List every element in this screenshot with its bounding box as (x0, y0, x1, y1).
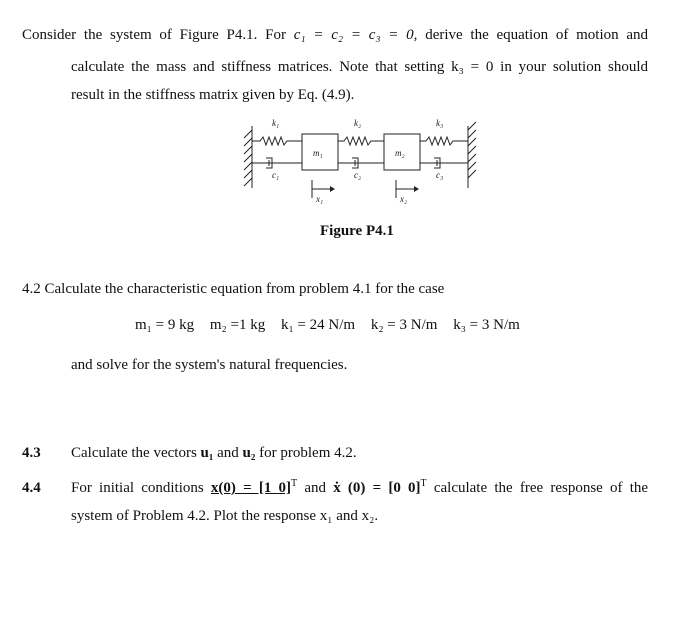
problem-4-3-text: Calculate the vectors u₁ and u₂ for problem 4.2. (71, 445, 357, 461)
problem-4-4-number: 4.4 (22, 480, 41, 496)
problem-4-4-line-2: system of Problem 4.2. Plot the response x₁ and x₂. (71, 508, 379, 524)
label-k3: k₃ (436, 118, 444, 128)
damper-c2 (338, 158, 384, 168)
label-m2: m₂ (395, 148, 405, 158)
label-k1: k₁ (272, 118, 280, 128)
label-c3: c₃ (436, 170, 444, 180)
label-c2: c₂ (354, 170, 362, 180)
problem-4-2-intro: 4.2 Calculate the characteristic equation from problem 4.1 for the case (22, 281, 445, 297)
spring-k2 (338, 137, 384, 145)
damper-c1 (252, 158, 302, 168)
label-c1: c₁ (272, 170, 280, 180)
spring-k3 (420, 137, 468, 145)
arrowhead-x1 (330, 186, 335, 192)
problem-4-3-number: 4.3 (22, 445, 41, 461)
label-x1: x₁ (316, 194, 324, 204)
damper-c3 (420, 158, 468, 168)
equation-k3: k₃ = 3 N/m (453, 317, 520, 333)
right-wall-hatch (468, 122, 476, 178)
equation-m1: m₁ = 9 kg (135, 317, 195, 333)
label-x2: x₂ (400, 194, 408, 204)
equation-k2: k₂ = 3 N/m (370, 317, 438, 333)
problem-4-4-line-1: For initial conditions x(0) = [1 0]$^T$ and ẋ (0) = [0 0]$^T$ calculate the free response of the (71, 478, 649, 496)
initial-velocity: ẋ (0) = [0 0] (333, 480, 421, 496)
figure-p4-1-diagram (236, 116, 486, 206)
problem-4-2-outro: and solve for the system's natural frequencies. (71, 357, 348, 373)
equation-m2: m₂ =1 kg (209, 317, 266, 333)
damping-condition: c₁ = c₂ = c₃ = 0, (293, 27, 418, 43)
vector-u1: u₁ (200, 445, 214, 461)
problem-4-1-line-3: result in the stiffness matrix given by Eq. (4.9). (71, 87, 355, 103)
label-k2: k₂ (354, 118, 362, 128)
figure-caption: Figure P4.1 (320, 223, 394, 239)
problem-4-1-line-1: Consider the system of Figure P4.1. For c₁ = c₂ = c₃ = 0, derive the equation of motion and (22, 27, 649, 43)
arrowhead-x2 (414, 186, 419, 192)
initial-displacement: x(0) = [1 0] (210, 480, 292, 496)
vector-u2: u₂ (242, 445, 256, 461)
problem-4-1-line-2: calculate the mass and stiffness matrices. Note that setting k₃ = 0 in your solution should (71, 59, 648, 75)
equation-k1: k₁ = 24 N/m (280, 317, 356, 333)
parameter-equation (135, 317, 520, 334)
label-m1: m₁ (313, 148, 323, 158)
left-wall-hatch (244, 130, 252, 186)
spring-k1 (252, 137, 302, 145)
